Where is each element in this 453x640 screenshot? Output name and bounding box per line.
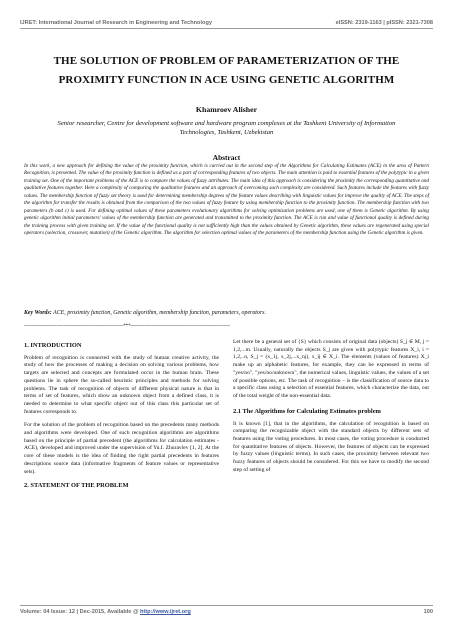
page-number: 100 xyxy=(423,609,433,615)
footer-volume xyxy=(20,609,191,615)
abstract-text: In this work, a new approach for defining the value of the proximity function, which is carried out in the second step of the Algorithms for Calculating Estimates (ACE) in the area of Pattern Recognition, is presented. The value of the proximity function is defined as a part of corresponding features of two objects. The main attention is paid to essential features of the polytypic in a given training set. One of the important problems of the ACE is to compare the values of fuzzy attributes. The main idea of this approach is considering the proximity the corresponding quantitative and qualitative features together. Here a complexity of comparing the qualitative features and an approach of overcoming such complexity are considered. Such features include the features with fuzzy values. The membership function of fuzzy set theory is used for determining membership degrees of the feature values describing with linguistic values for improve the quality of ACE. The steps of the algorithm for transfer the results is obtained from the comparison of the two values of fuzzy feature by using membership function to the proximity function. The membership function with two parameters (b and c) is used. For defining optimal values of these parameters evolutionary algorithms for solving optimization problems are used, one of them is Genetic algorithm. By using genetic algorithm initial parameters' values of the membership function are generated and transmitted to the proximity function. The ACE is run and value of functional quality is defined during the training process with given training set. If the value of the functional quality is not sufficiently high than the values obtained by Genetic algorithm, these values are regenerated using special operators (selection, crossover, mutation) of the Genetic algorithm. The algorithm for selection optimal values of the parameters of the membership function using the Genetic algorithm is given. xyxy=(24,163,429,237)
introduction-paragraph: Problem of recognition is connected with the study of human creative activity, the study of how the processes of making a decision on solving various problems, how targets are selected and concepts are formulated occur in the human brain. These questions lie in sphere the so-called heuristic principles and methods for solving problems. The task of recognition of objects of different physical nature is that in terms of set of features, which show an unknown object from a defined class, it is needed to determine to what specific object out of this class this particular set of features corresponds to. xyxy=(24,354,219,415)
paper-title: THE SOLUTION OF PROBLEM OF PARAMETERIZATION OF THE PROXIMITY FUNCTION IN ACE USING GENETIC ALGORITHM xyxy=(53,55,400,86)
right-column xyxy=(233,339,429,481)
author-affiliation: Senior researcher, Centre for development software and hardware program complexes at the Tashkent University of Information Technologies, Tashkent, Uzbekistan xyxy=(57,120,396,136)
left-column xyxy=(24,339,219,495)
ace-subsection-heading: 2.1 The Algorithms for Calculating Estimates problem xyxy=(233,407,381,415)
problem-statement-heading: 2. STATEMENT OF THE PROBLEM xyxy=(24,482,129,490)
introduction-heading: 1. INTRODUCTION xyxy=(24,342,82,349)
journal-header xyxy=(20,10,433,29)
introduction-paragraph: For the solution of the problem of recognition based on the precedents many methods and algorithms were developed. One of such recognition algorithms are algorithms based on the principle of partial precedent (the algorithms for calculation estimates - ACE), developed and improved under the supervision of Yu.I. Zhuravlev [1, 2]. At the core of these models is the idea of finding the right partial precedents in features descriptions source data (informative fragments of feature values or representative sets). xyxy=(24,422,219,475)
ace-paragraph: It is known [1], that in the algorithms, the calculation of recognition is based on comparing the recognizable object with the standard objects by different sets of features using the voting procedures. In most cases, the voting procedure is conducted for quantitative features of objects. However, the features of objects can be expressed by fuzzy values (linguistic terms). In such cases, the proximity between relevant two fuzzy features of objects should be considered. For this we have to modify the second step of setting of xyxy=(233,420,429,473)
author-name: Khamroev Alisher xyxy=(195,105,258,114)
keywords-line xyxy=(24,310,429,316)
page-footer xyxy=(20,605,433,615)
section-separator: -----------------------------------------------------------------***----------------------------------------------------------------- xyxy=(24,323,230,329)
keywords-label: Key Words: xyxy=(24,310,52,316)
footer-volume-text: Volume: 04 Issue: 12 | Dec-2015, Available @ xyxy=(20,609,140,615)
journal-issn: eISSN: 2319-1163 | pISSN: 2321-7308 xyxy=(335,20,433,26)
problem-statement-paragraph: Let there be a general set of {S} which consists of original data (objects) S_j ∈ M, j = 1,2,...m. Usually, naturally the objects S_j are given with polytypic features X_i, i = 1,2,..n, S_j = (x_1j, x_2j,...x_nj), x_ij ∈ X_i. The elements (values of features) X_i make up an alphabetic features, for example, they can be expressed in terms of "yes/no", "yes/no/unknown", the numerical values, linguistic values, the values of a set of possible options, etc. The task of recognition – is the classification of source data to a specific class using a selection of essential features, which characterize the data, out of the total weight of the non-essential data. xyxy=(233,339,429,399)
journal-link[interactable]: http://www.ijret.org xyxy=(139,609,191,615)
keywords-text: ACE, proximity function, Genetic algorithm, membership function, parameters, operators. xyxy=(51,310,266,316)
abstract-heading: Abstract xyxy=(212,153,241,162)
journal-name: IJRET: International Journal of Research in Engineering and Technology xyxy=(20,20,212,26)
